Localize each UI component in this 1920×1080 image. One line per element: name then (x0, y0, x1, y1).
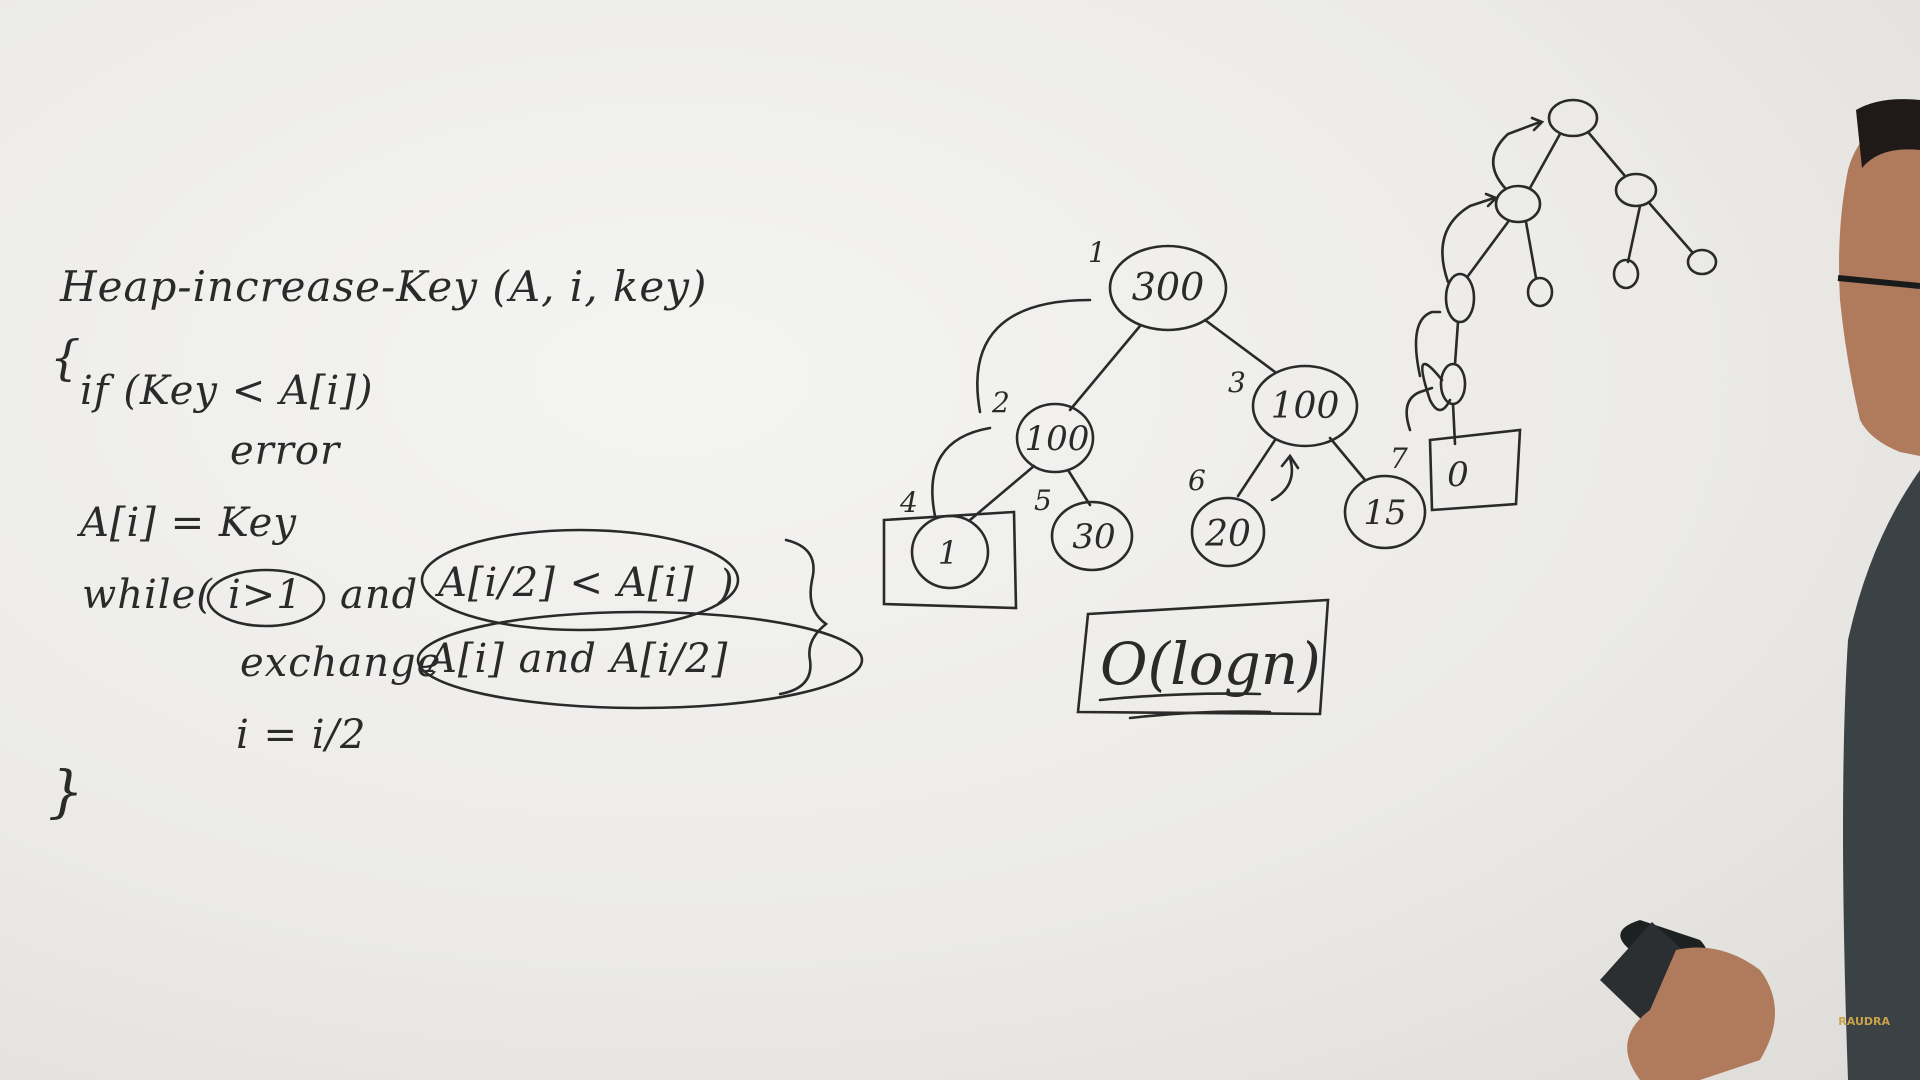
while-cond2-oval (422, 530, 738, 630)
sketch-r2l (1614, 260, 1638, 288)
channel-watermark: RAUDRA (1838, 1015, 1890, 1028)
edge-1-2 (1070, 326, 1140, 410)
node-5-value: 30 (1072, 517, 1116, 557)
index-7: 7 (1390, 442, 1408, 475)
edge-3-6 (1238, 440, 1275, 496)
open-brace: { (50, 330, 82, 386)
while-keyword: while( (82, 572, 213, 618)
index-4: 4 (900, 486, 918, 519)
node-1-value: 300 (1131, 265, 1205, 309)
edge-1-3 (1205, 320, 1275, 372)
sketch-l2r (1528, 278, 1552, 306)
curly-bracket (780, 540, 826, 694)
index-1: 1 (1088, 236, 1106, 269)
sketch-r1 (1616, 174, 1656, 206)
while-and: and (340, 572, 419, 618)
sketch-r2r (1688, 250, 1716, 274)
while-condition-1: i>1 (228, 572, 303, 618)
exchange-args: A[i] and A[i/2] (428, 636, 729, 682)
node-2-value: 100 (1024, 419, 1090, 459)
node-6-value: 20 (1205, 514, 1251, 555)
exchange-keyword: exchange (240, 640, 442, 686)
presenter-figure (1600, 99, 1920, 1080)
sketch-root (1549, 100, 1597, 136)
node-4-value: 1 (937, 534, 959, 572)
while-close: ) (718, 562, 735, 608)
update-line: i = i/2 (236, 712, 367, 758)
new-key-value: 0 (1447, 455, 1469, 495)
edge-2-5 (1068, 470, 1090, 505)
index-3: 3 (1228, 366, 1246, 399)
assign-line: A[i] = Key (80, 500, 297, 546)
complexity-text: O(logn) (1100, 630, 1321, 698)
while-condition-2: A[i/2] < A[i] (438, 560, 695, 606)
close-brace: } (48, 760, 85, 825)
sketch-l1 (1496, 186, 1540, 222)
node-3-value: 100 (1270, 386, 1340, 427)
index-6: 6 (1188, 464, 1206, 497)
error-line: error (230, 428, 341, 474)
index-2: 2 (992, 386, 1010, 419)
node-7-value: 15 (1363, 493, 1407, 533)
while-cond1-oval (208, 570, 324, 626)
edge-3-7 (1330, 438, 1365, 480)
sketch-l3 (1441, 364, 1465, 404)
if-line: if (Key < A[i]) (80, 368, 374, 414)
new-key-box (1430, 430, 1520, 510)
arrow-4-to-2 (932, 428, 990, 516)
index-5: 5 (1034, 484, 1052, 517)
function-signature: Heap-increase-Key (A, i, key) (60, 262, 708, 311)
sketch-l2 (1446, 274, 1474, 322)
